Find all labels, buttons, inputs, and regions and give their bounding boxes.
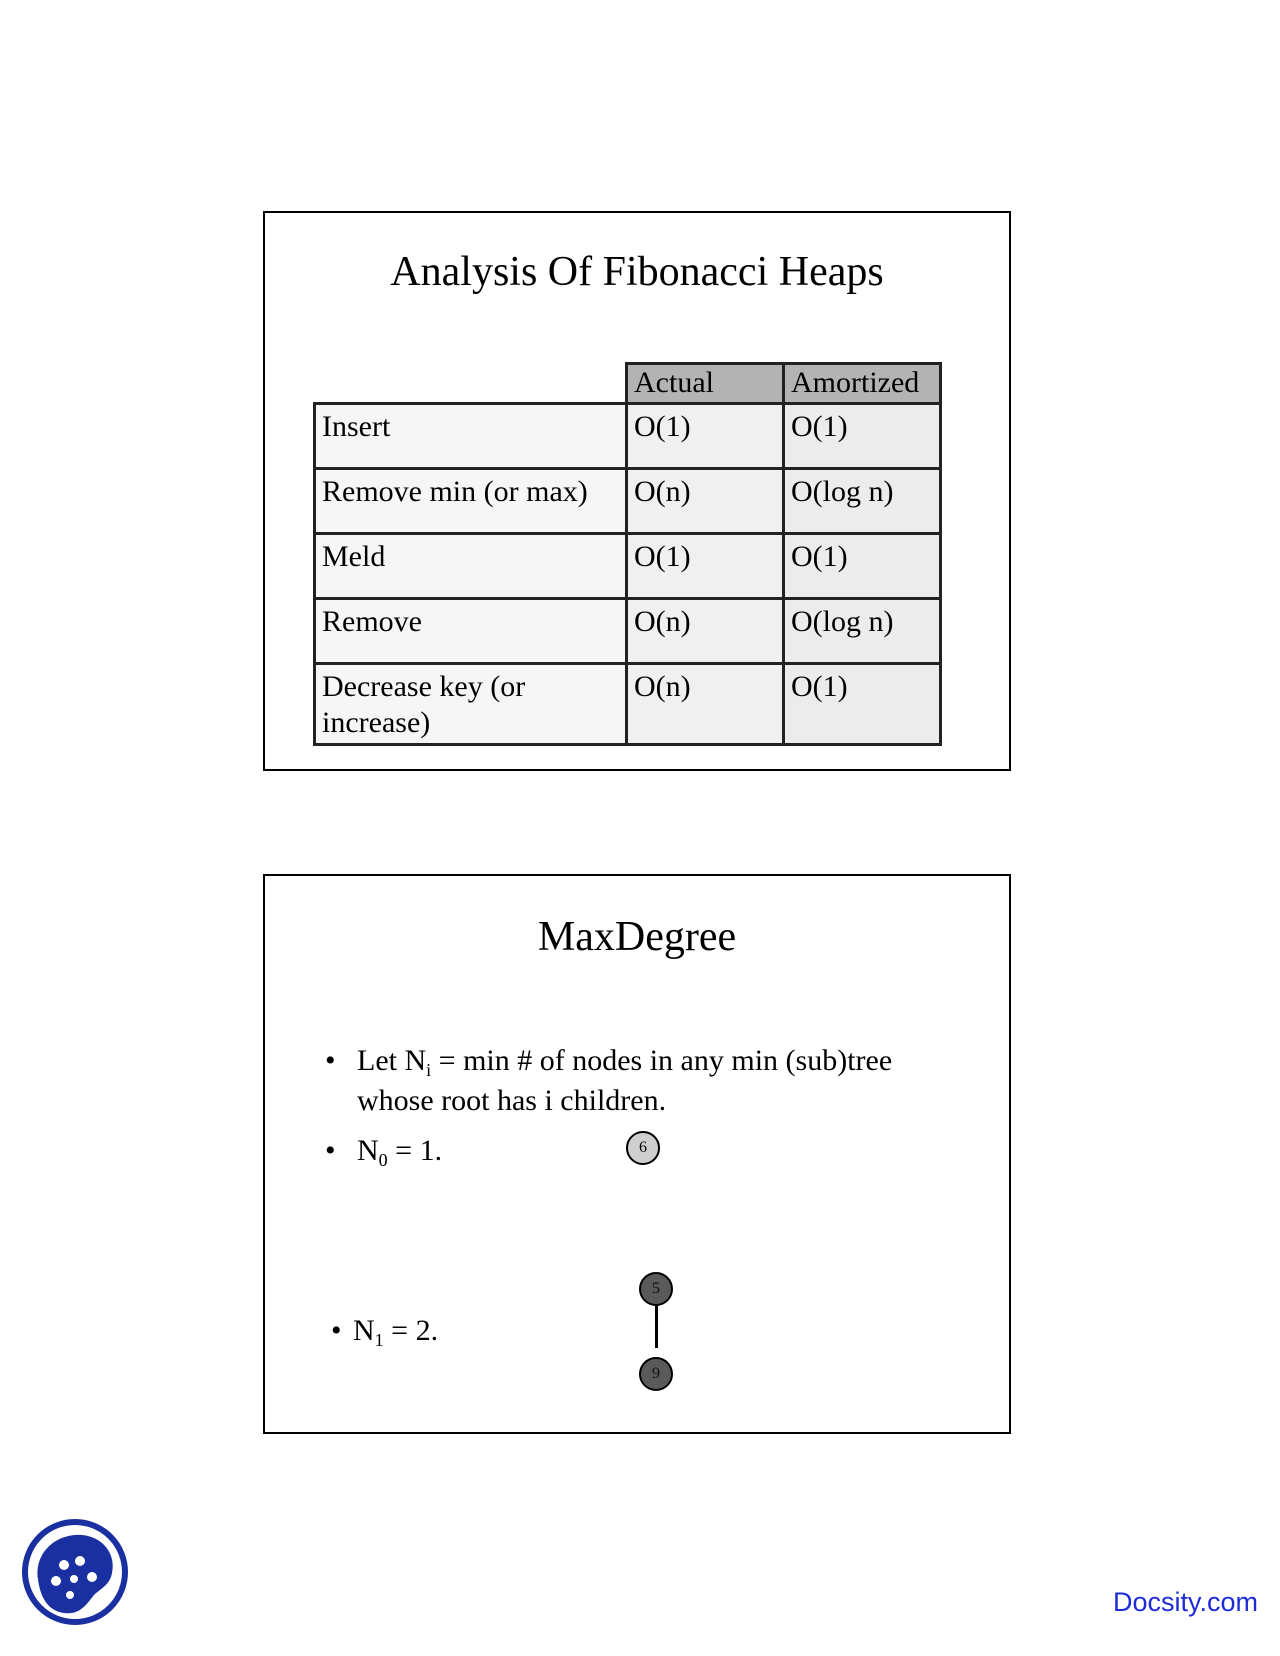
actual-cell: O(n) [627,598,784,663]
amortized-cell: O(1) [784,663,941,744]
table-row [315,468,941,533]
actual-cell: O(n) [627,663,784,744]
amortized-cell: O(1) [784,403,941,468]
brand-link[interactable]: Docsity.com [1112,1587,1258,1617]
table-header-row [315,364,941,404]
complexity-table [313,362,942,746]
table-corner [315,364,627,404]
table-row [315,533,941,598]
tree-node-single: 6 [626,1131,660,1165]
amortized-cell: O(1) [784,533,941,598]
bullet-n0 [325,1131,442,1171]
slide-title: MaxDegree [537,914,737,960]
slide-maxdegree [263,874,1011,1434]
slide-fibonacci-analysis [263,211,1011,771]
operation-cell: Remove [315,598,627,663]
tree-node-child: 9 [639,1357,673,1391]
bullet-text: $N_1 = 2$. [353,1314,439,1350]
docsity-logo-icon [20,1517,130,1627]
bullet-text: Let $N_i = \min$ # of nodes in any min (sub)tree whose root has i children. [357,1044,893,1117]
bullet-dot: • [331,1314,342,1347]
slide-title: Analysis Of Fibonacci Heaps [390,249,884,295]
amortized-cell: O(log n) [784,468,941,533]
amortized-cell: O(log n) [784,598,941,663]
column-header-actual: Actual [627,364,784,404]
bullet-dot: • [325,1134,336,1167]
bullet-definition [325,1041,965,1121]
operation-cell: Decrease key (or increase) [315,663,627,744]
bullet-text: $N_0 = 1$. [357,1134,443,1170]
operation-cell: Remove min (or max) [315,468,627,533]
bullet-n1 [331,1311,438,1351]
bullet-dot: • [325,1044,336,1077]
actual-cell: O(1) [627,533,784,598]
table-row [315,403,941,468]
actual-cell: O(1) [627,403,784,468]
column-header-amortized: Amortized [784,364,941,404]
table-row [315,663,941,744]
actual-cell: O(n) [627,468,784,533]
table-row [315,598,941,663]
operation-cell: Meld [315,533,627,598]
operation-cell: Insert [315,403,627,468]
tree-node-root: 5 [639,1272,673,1306]
